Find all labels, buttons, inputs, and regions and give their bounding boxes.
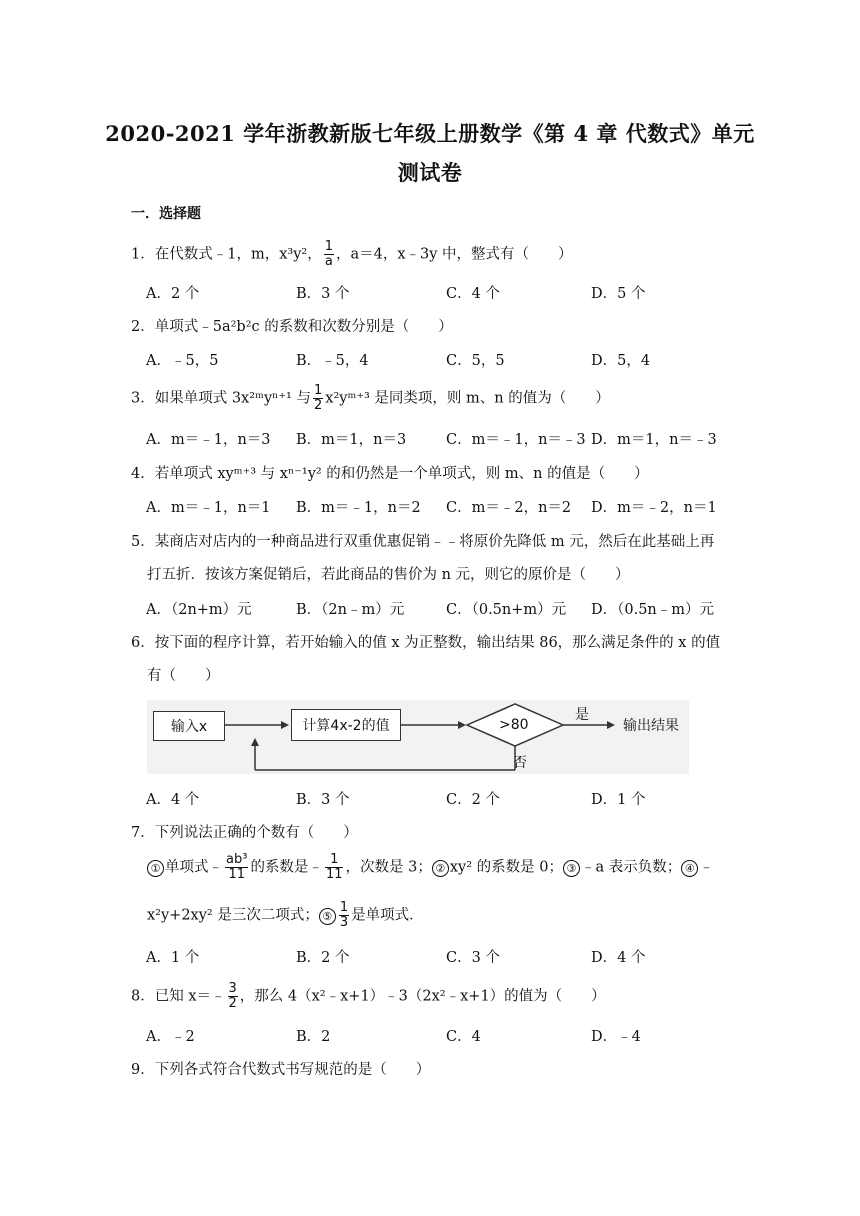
option-a: A．m＝﹣1，n＝3 [146,432,271,448]
option-a: A．﹣2 [146,1029,195,1045]
flowchart-arrows [147,700,689,774]
option-b: B．m＝﹣1，n＝2 [296,500,421,516]
option-d: D．m＝1，n＝﹣3 [591,432,717,448]
option-b: B．3 个 [296,792,350,808]
option-c: C．（0.5n+m）元 [446,602,567,618]
fraction: $\frac{1}{2}$ [313,383,323,413]
option-c: C．4 个 [446,286,500,302]
option-d: D．5 个 [591,286,646,302]
question-7-statements-line2: x²y+2xy² 是三次二项式； ⑤ $\frac{1}{3}$ 是单项式． [147,900,424,930]
fraction: $\frac{1}{11}$ [325,852,343,882]
option-d: D．﹣4 [591,1029,641,1045]
option-c: C．3 个 [446,950,500,966]
fraction: $\frac{1}{a}$ [324,239,333,269]
question-4: 4．若单项式 xyᵐ⁺³ 与 xⁿ⁻¹y² 的和仍然是一个单项式，则 m、n 的值是（ ） [131,466,649,482]
no-label: 否 [513,755,527,771]
question-8: 8．已知 x＝﹣ $\frac{3}{2}$ ，那么 4（x²﹣x+1）﹣3（2x²﹣x+1）的值为（ ） [131,981,606,1011]
question-1: 1．在代数式﹣1，m，x³y²， $\frac{1}{a}$ ，a＝4，x﹣3y 中，整式有（ ） [131,239,573,269]
option-b: B．2 [296,1029,331,1045]
option-c: C．4 [446,1029,481,1045]
option-d: D．1 个 [591,792,646,808]
question-6: 6．按下面的程序计算，若开始输入的值 x 为正整数，输出结果 86，那么满足条件的 x 的值 [131,635,721,651]
output-label: 输出结果 [623,718,679,734]
flowchart [147,700,689,774]
option-b: B．2 个 [296,950,350,966]
question-6-line2: 有（ ） [147,668,220,684]
option-a: A．4 个 [146,792,200,808]
option-d: D．（0.5n﹣m）元 [591,602,715,618]
page-title: 2020-2021 学年浙教新版七年级上册数学《第 4 章 代数式》单元 [105,121,755,146]
option-b: B．﹣5，4 [296,353,369,369]
option-a: A．（2n+m）元 [146,602,252,618]
option-d: D．5，4 [591,353,651,369]
option-d: D．4 个 [591,950,646,966]
option-a: A．2 个 [146,286,200,302]
option-a: A．m＝﹣1，n＝1 [146,500,271,516]
decision-label: >80 [499,717,529,733]
option-b: B．3 个 [296,286,350,302]
option-a: A．﹣5，5 [146,353,219,369]
option-a: A．1 个 [146,950,200,966]
yes-label: 是 [575,707,589,723]
option-c: C．m＝﹣2，n＝2 [446,500,572,516]
option-b: B．m＝1，n＝3 [296,432,407,448]
option-c: C．m＝﹣1，n＝﹣3 [446,432,586,448]
fraction: $\frac{3}{2}$ [228,981,237,1011]
input-box: 输入x [153,711,225,741]
question-2: 2．单项式﹣5a²b²c 的系数和次数分别是（ ） [131,319,453,335]
question-5-line2: 打五折．按该方案促销后，若此商品的售价为 n 元，则它的原价是（ ） [147,567,630,583]
option-b: B．（2n﹣m）元 [296,602,405,618]
option-c: C．5，5 [446,353,505,369]
question-7-statements: ① 单项式﹣ $\frac{\text{ab³}}{11}$ 的系数是﹣ $\frac{1}{11}$ ，次数是 3； ② xy² 的系数是 0； ③ ﹣a 表示负数； ④ ﹣ [147,853,714,882]
fraction: $\frac{\text{ab³}}{11}$ [226,852,248,882]
question-9: 9．下列各式符合代数式书写规范的是（ ） [131,1062,431,1078]
question-3: 3．如果单项式 3x²ᵐyⁿ⁺¹ 与 $\frac{1}{2}$ x²yᵐ⁺³ 是同类项，则 m、n 的值为（ ） [131,383,610,413]
compute-box: 计算4x-2的值 [291,709,401,741]
page-title-line2: 测试卷 [397,160,463,185]
option-c: C．2 个 [446,792,500,808]
section-heading: 一．选择题 [131,206,201,222]
question-7: 7．下列说法正确的个数有（ ） [131,825,358,841]
option-d: D．m＝﹣2，n＝1 [591,500,717,516]
fraction: $\frac{1}{3}$ [339,900,349,930]
question-5: 5．某商店对店内的一种商品进行双重优惠促销﹣﹣将原价先降低 m 元，然后在此基础上再 [131,534,715,550]
